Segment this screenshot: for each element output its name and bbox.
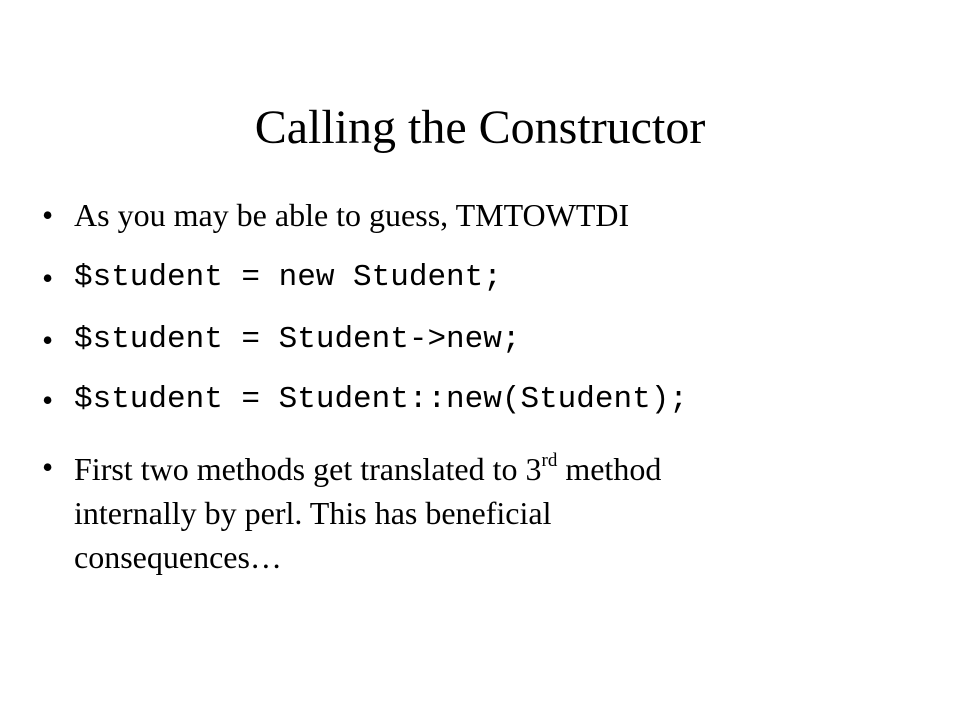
bullet-line-text: method	[557, 451, 662, 487]
bullet-text: As you may be able to guess, TMTOWTDI	[74, 197, 630, 233]
code-line: $student = Student->new;	[74, 322, 521, 357]
slide-title: Calling the Constructor	[254, 101, 706, 154]
code-line: $student = Student::new(Student);	[74, 382, 688, 417]
bullet-dot: •	[42, 260, 54, 296]
bullet-dot: •	[42, 382, 54, 418]
bullet-line: consequences…	[74, 539, 282, 575]
code-line: $student = new Student;	[74, 260, 502, 295]
bullet-line: internally by perl. This has beneficial	[74, 495, 552, 531]
bullet-dot: •	[42, 197, 54, 233]
bullet-dot: •	[42, 449, 54, 485]
bullet-dot: •	[42, 322, 54, 358]
superscript: rd	[541, 450, 558, 471]
bullet-paragraph	[74, 447, 661, 579]
bullet-line	[74, 447, 661, 491]
bullet-line-text: First two methods get translated to 3	[74, 451, 542, 487]
